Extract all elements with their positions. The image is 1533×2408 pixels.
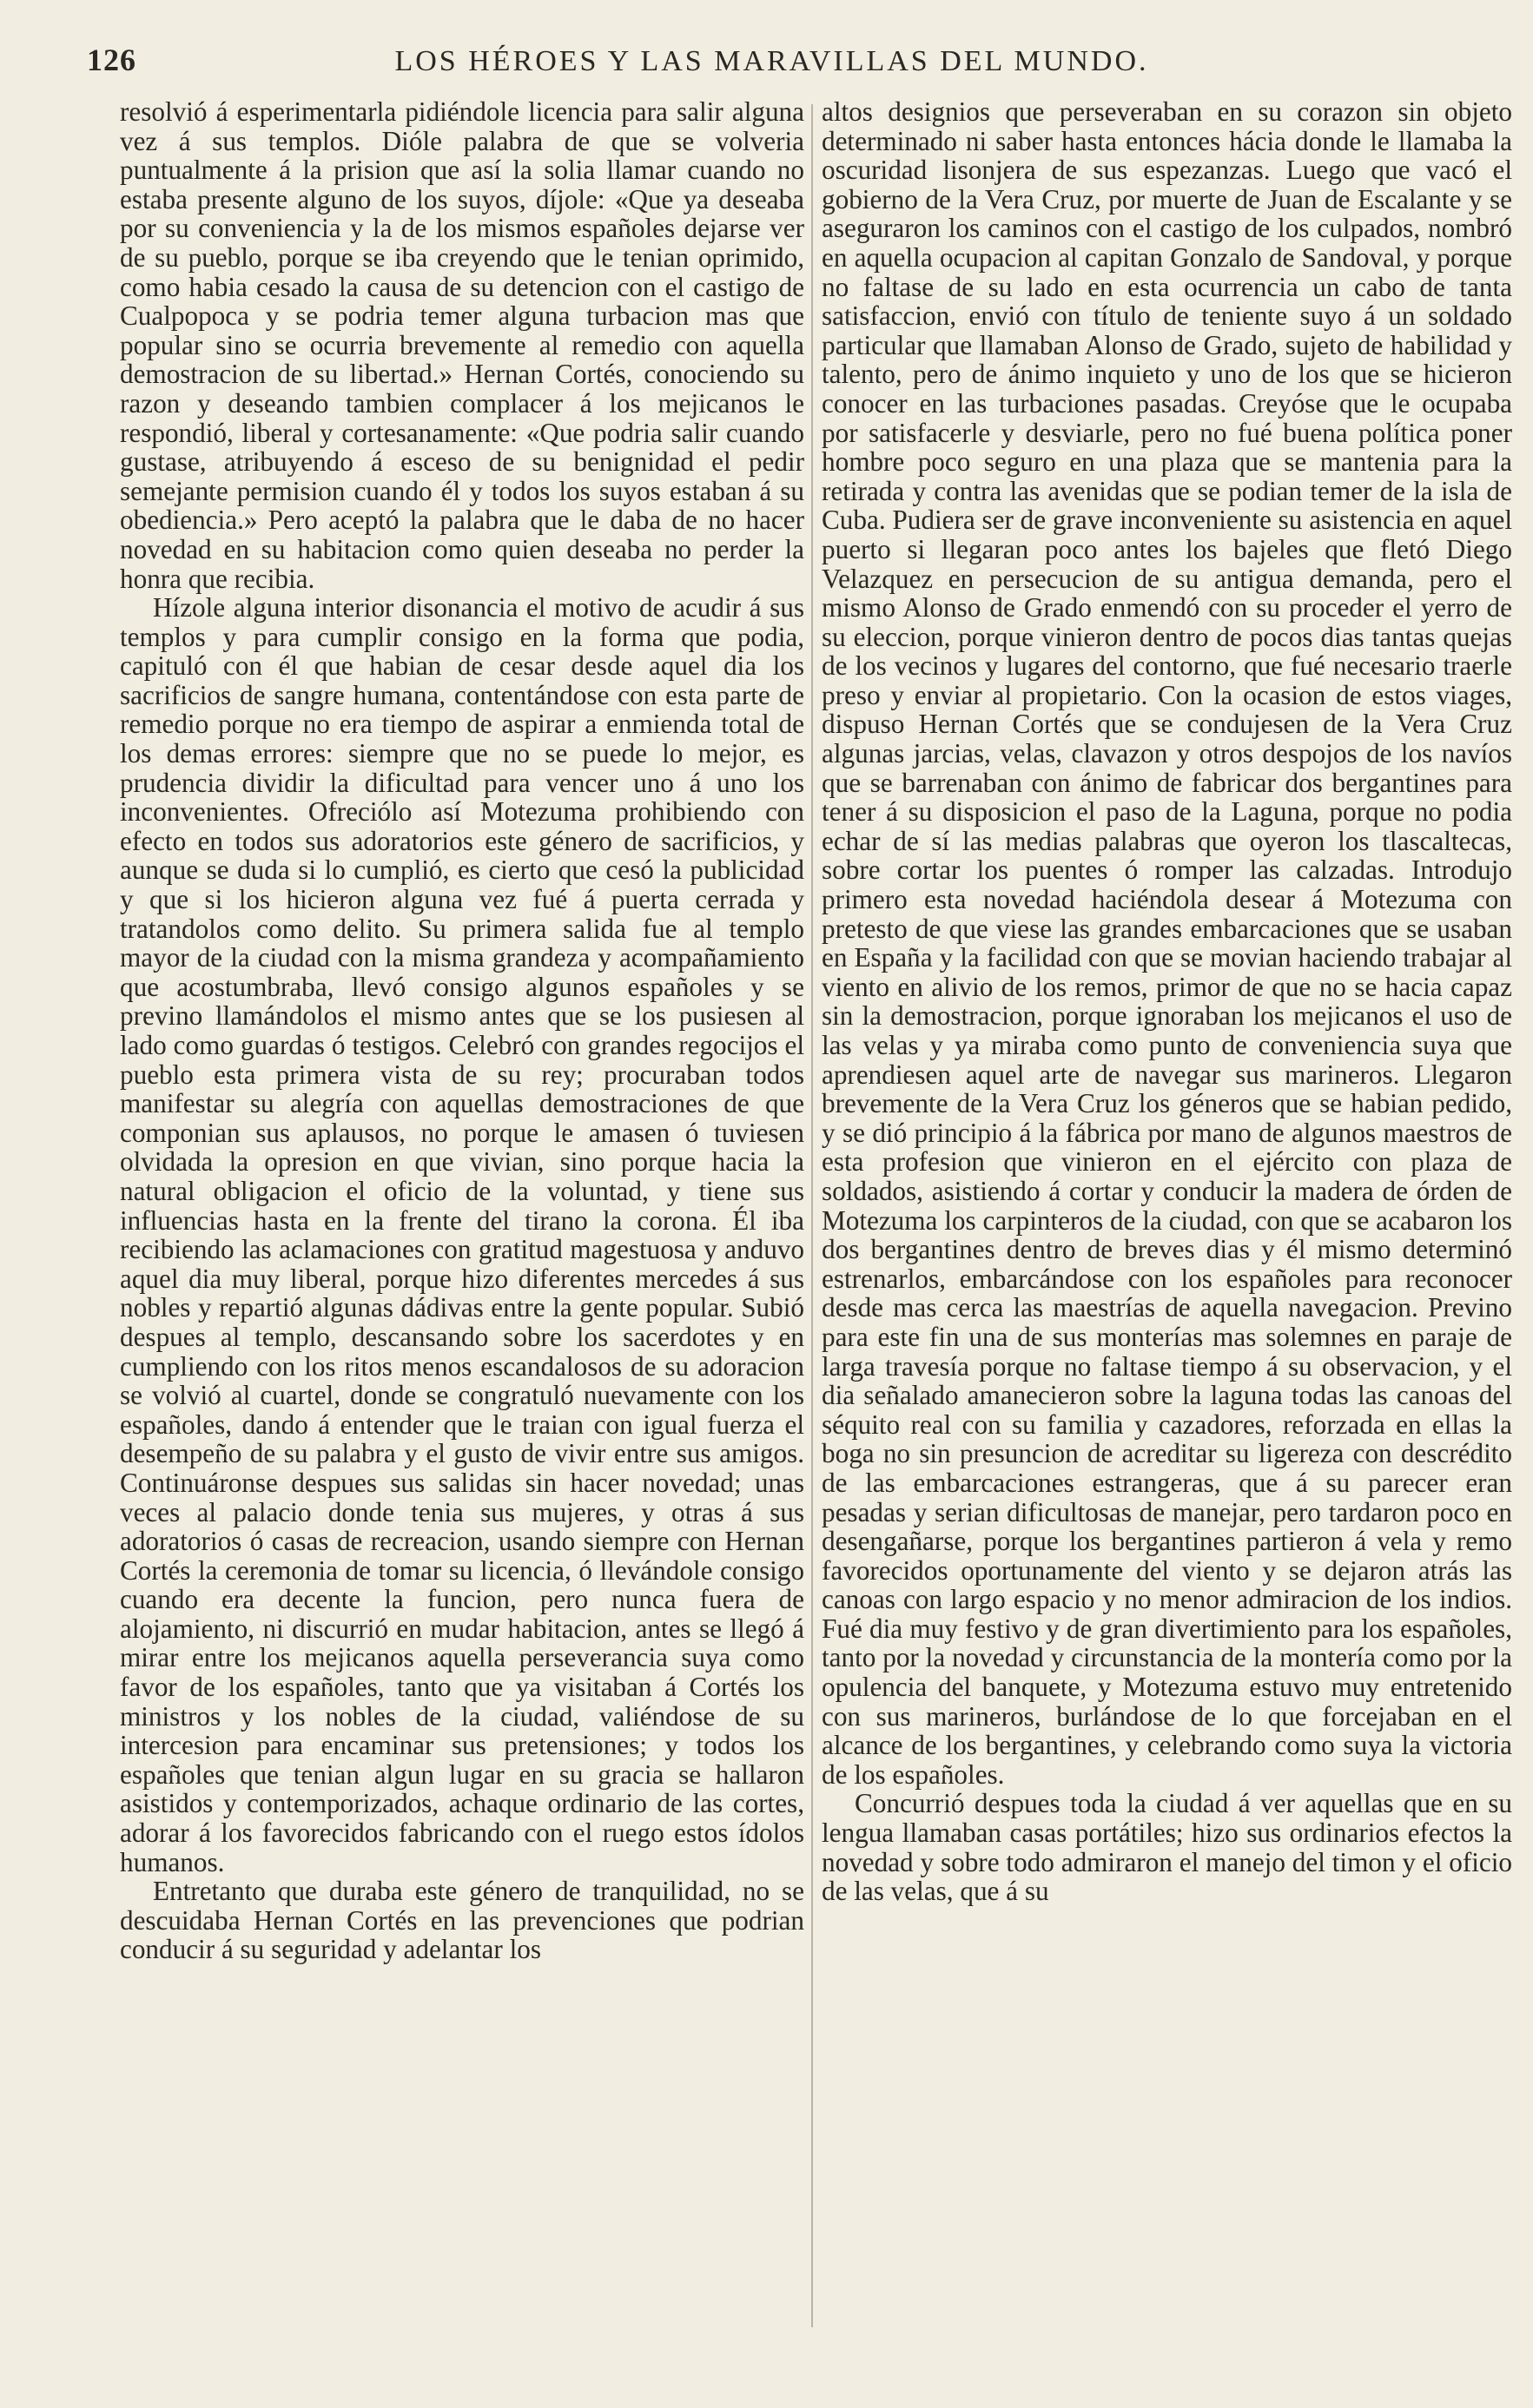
column-divider bbox=[811, 104, 813, 2327]
paragraph: altos designios que perseveraban en su corazon sin objeto determinado ni saber hasta entonces hácia donde le llamaba la oscuridad lisonjera de sus espezanzas. Luego que vacó el gobierno de la Vera Cruz, por muerte de Juan de Escalante y se aseguraron los caminos con el castigo de los culpados, nombró en aquella ocupacion al capitan Gonzalo de Sandoval, y porque no faltase de su lado en esta ocurrencia un cabo de tanta satisfaccion, envió con título de teniente suyo á un soldado particular que llamaban Alonso de Grado, sujeto de habilidad y talento, pero de ánimo inquieto y uno de los que se hicieron conocer en las turbaciones pasadas. Creyóse que le ocupaba por satisfacerle y desviarle, pero no fué buena política poner hombre poco seguro en una plaza que se mantenia para la retirada y contra las avenidas que se podian temer de la isla de Cuba. Pudiera ser de grave inconveniente su asistencia en aquel puerto si llegaran poco antes los bajeles que fletó Diego Velazquez en persecucion de su antigua demanda, pero el mismo Alonso de Grado enmendó con su proceder el yerro de su eleccion, porque vinieron dentro de pocos dias tantas quejas de los vecinos y lugares del contorno, que fué necesario traerle preso y enviar al propietario. Con la ocasion de estos viages, dispuso Hernan Cortés que se condujesen de la Vera Cruz algunas jarcias, velas, clavazon y otros despojos de los navíos que se barrenaban con ánimo de fabricar dos bergantines para tener á su disposicion el paso de la Laguna, porque no podia echar de sí las medias palabras que oyeron los tlascaltecas, sobre cortar los puentes ó romper las calzadas. Introdujo primero esta novedad haciéndola desear á Motezuma con pretesto de que viese las grandes embarcaciones que se usaban en España y la facilidad con que se movian haciendo trabajar al viento en alivio de los remos, primor de que no se hacia capaz sin la demostracion, porque ignoraban los mejicanos el uso de las velas y ya miraba como punto de conveniencia suya que aprendiesen aquel arte de navegar sus marineros. Llegaron brevemente de la Vera Cruz los géneros que se habian pedido, y se dió principio á la fábrica por mano de algunos maestros de esta profesion que vinieron en el ejército con plaza de soldados, asistiendo á cortar y conducir la madera de órden de Motezuma los carpinteros de la ciudad, con que se acabaron los dos bergantines dentro de breves dias y él mismo determinó estrenarlos, embarcándose con los españoles para reconocer desde mas cerca las maestrías de aquella navegacion. Previno para este fin una de sus monterías mas solemnes en paraje de larga travesía porque no faltase tiempo á su observacion, y el dia señalado amanecieron sobre la laguna todas las canoas del séquito real con su familia y cazadores, reforzada en ellas la boga no sin presuncion de acreditar su ligereza con descrédito de las embarcaciones estrangeras, que á su parecer eran pesadas y serian dificultosas de manejar, pero tardaron poco en desengañarse, porque los bergantines partieron á vela y remo favorecidos oportunamente del viento y se dejaron atrás las canoas con largo espacio y no menor admiracion de los indios. Fué dia muy festivo y de gran divertimiento para los españoles, tanto por la novedad y circunstancia de la montería como por la opulencia del banquete, y Motezuma estuvo muy entretenido con sus marineros, burlándose de lo que forcejaban en el alcance de los bergantines, y celebrando como suya la victoria de los españoles. bbox=[822, 97, 1512, 1790]
right-column bbox=[822, 97, 1512, 2346]
page-number: 126 bbox=[87, 43, 136, 77]
paragraph: Concurrió despues toda la ciudad á ver aquellas que en su lengua llamaban casas portátiles; hizo sus ordinarios efectos la novedad y sobre todo admiraron el manejo del timon y el oficio de las velas, que á su bbox=[822, 1788, 1512, 1907]
paragraph: resolvió á esperimentarla pidiéndole licencia para salir alguna vez á sus templos. Dióle palabra de que se volveria puntualmente á la prision que así la solia llamar cuando no estaba presente alguno de los suyos, díjole: «Que ya deseaba por su conveniencia y la de los mismos españoles dejarse ver de su pueblo, porque se iba creyendo que le tenian oprimido, como habia cesado la causa de su detencion con el castigo de Cualpopoca y se podria temer alguna turbacion mas que popular sino se ocurria brevemente al remedio con aquella demostracion de su libertad.» Hernan Cortés, conociendo su razon y deseando tambien complacer á los mejicanos le respondió, liberal y cortesanamente: «Que podria salir cuando gustase, atribuyendo á esceso de su benignidad el pedir semejante permision cuando él y todos los suyos estaban á su obediencia.» Pero aceptó la palabra que le daba de no hacer novedad en su habitacion como quien deseaba no perder la honra que recibia. bbox=[120, 97, 804, 594]
left-column bbox=[120, 97, 804, 2346]
running-title: LOS HÉROES Y LAS MARAVILLAS DEL MUNDO. bbox=[394, 45, 1149, 77]
paragraph: Entretanto que duraba este género de tranquilidad, no se descuidaba Hernan Cortés en las prevenciones que podrian conducir á su seguridad y adelantar los bbox=[120, 1876, 804, 1965]
paragraph: Hízole alguna interior disonancia el motivo de acudir á sus templos y para cumplir consigo en la forma que podia, capituló con él que habian de cesar desde aquel dia los sacrificios de sangre humana, contentándose con esta parte de remedio porque no era tiempo de aspirar a enmienda total de los demas errores: siempre que no se puede lo mejor, es prudencia dividir la dificultad para vencer uno á uno los inconvenientes. Ofreciólo así Motezuma prohibiendo con efecto en todos sus adoratorios este género de sacrificios, y aunque se duda si lo cumplió, es cierto que cesó la publicidad y que si los hicieron alguna vez fué á puerta cerrada y tratandolos como delito. Su primera salida fue al templo mayor de la ciudad con la misma grandeza y acompañamiento que acostumbraba, llevó consigo algunos españoles y se previno llamándolos el mismo antes que se los pusiesen al lado como guardas ó testigos. Celebró con grandes regocijos el pueblo esta primera vista de su rey; procuraban todos manifestar su alegría con aquellas demostraciones de que componian sus aplausos, no porque le amasen ó tuviesen olvidada la opresion en que vivian, sino porque hacia la natural obligacion el oficio de la voluntad, y tiene sus influencias hasta en la frente del tirano la corona. Él iba recibiendo las aclamaciones con gratitud magestuosa y anduvo aquel dia muy liberal, porque hizo diferentes mercedes á sus nobles y repartió algunas dádivas entre la gente popular. Subió despues al templo, descansando sobre los sacerdotes y en cumpliendo con los ritos menos escandalosos de su adoracion se volvió al cuartel, donde se congratuló nuevamente con los españoles, dando á entender que le traian con igual fuerza el desempeño de su palabra y el gusto de vivir entre sus amigos. Continuáronse despues sus salidas sin hacer novedad; unas veces al palacio donde tenia sus mujeres, y otras á sus adoratorios ó casas de recreacion, usando siempre con Hernan Cortés la ceremonia de tomar su licencia, ó llevándole consigo cuando era decente la funcion, pero nunca fuera de alojamiento, ni discurrió en mudar habitacion, antes se llegó á mirar entre los mejicanos aquella perseverancia suya como favor de los españoles, tanto que ya visitaban á Cortés los ministros y los nobles de la ciudad, valiéndose de su intercesion para encaminar sus pretensiones; y todos los españoles que tenian algun lugar en su gracia se hallaron asistidos y contemporizados, achaque ordinario de las cortes, adorar á los favorecidos fabricando con el ruego estos ídolos humanos. bbox=[120, 592, 804, 1877]
running-header bbox=[87, 42, 1485, 89]
